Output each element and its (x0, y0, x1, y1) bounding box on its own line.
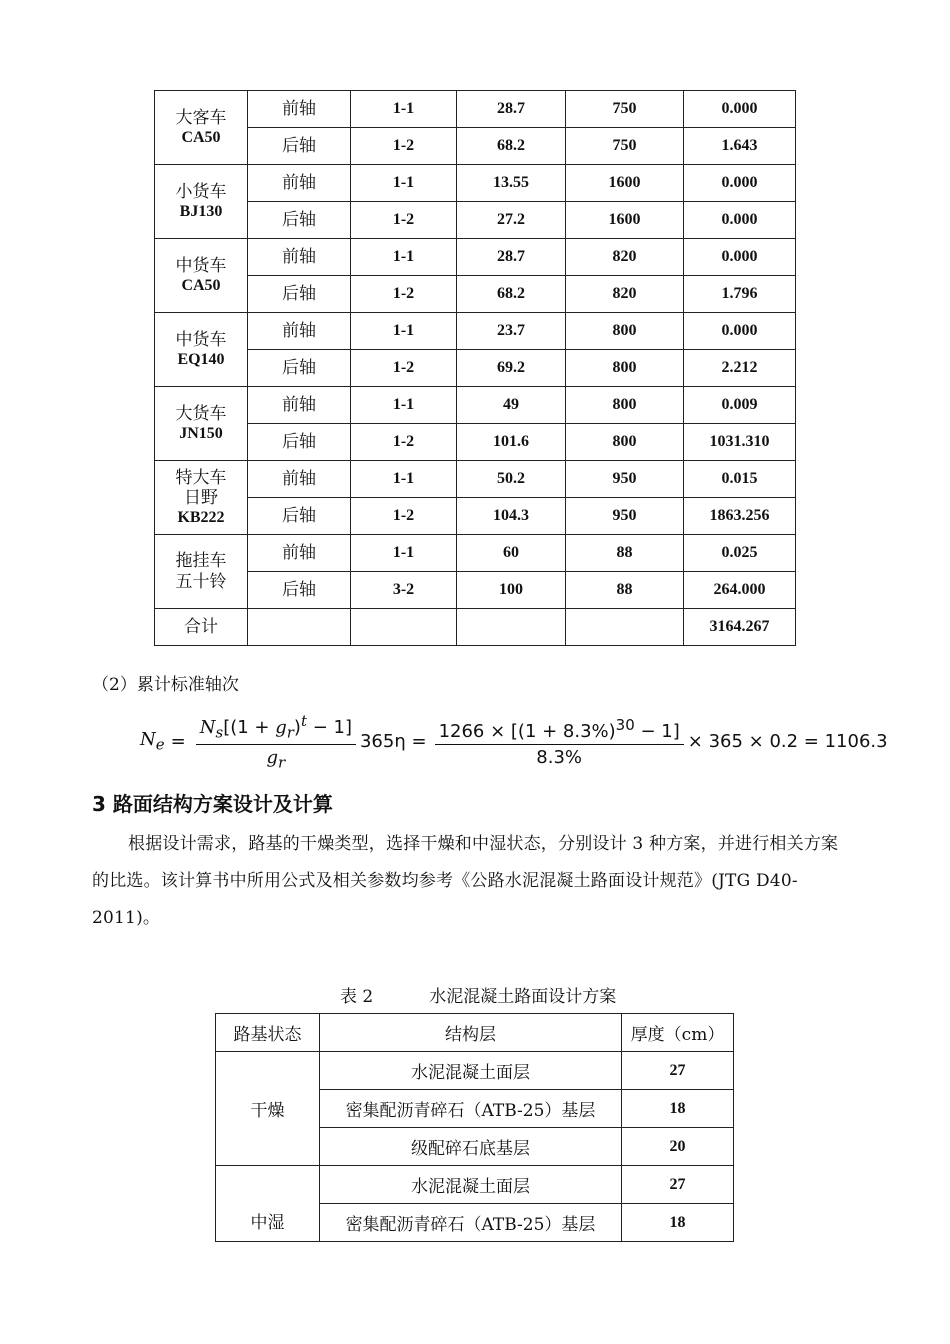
column-header: 路基状态 (216, 1014, 320, 1052)
vehicle-name-line: 特大车 (175, 467, 227, 488)
equivalent-axles-cell: 0.000 (684, 165, 796, 202)
traffic-count-cell: 88 (566, 535, 684, 572)
vehicle-name-line: BJ130 (179, 203, 223, 221)
thickness-cell: 20 (622, 1128, 734, 1166)
structure-layer-cell: 级配碎石底基层 (320, 1128, 622, 1166)
vehicle-type-cell (155, 165, 248, 239)
equivalent-axles-cell: 0.000 (684, 313, 796, 350)
table-row (155, 202, 796, 239)
axle-load-cell: 13.55 (457, 165, 566, 202)
axle-load-cell: 100 (457, 572, 566, 609)
table-row (216, 1052, 734, 1090)
formula-middle: 365η = (359, 731, 427, 753)
table-row (155, 276, 796, 313)
axle-code-cell: 1-1 (351, 239, 457, 276)
axle-cell: 前轴 (248, 387, 351, 424)
axle-load-cell: 68.2 (457, 276, 566, 313)
axle-load-cell: 69.2 (457, 350, 566, 387)
structure-layer-cell: 密集配沥青碎石（ATB-25）基层 (320, 1090, 622, 1128)
vehicle-name-line: 五十铃 (175, 571, 227, 592)
thickness-cell: 27 (622, 1166, 734, 1204)
equivalent-axles-cell: 1.643 (684, 128, 796, 165)
traffic-count-cell: 800 (566, 350, 684, 387)
traffic-count-cell: 820 (566, 239, 684, 276)
empty-cell (457, 609, 566, 646)
section-title: 3 路面结构方案设计及计算 (92, 792, 333, 816)
table-row (155, 165, 796, 202)
empty-cell (566, 609, 684, 646)
formula-result: × 365 × 0.2 = 1106.3 (687, 731, 888, 753)
vehicle-name-line: EQ140 (177, 351, 225, 369)
formula-lhs: $N_e$ (140, 729, 165, 754)
table2-caption-title: 水泥混凝土路面设计方案 (429, 987, 617, 1007)
axle-code-cell: 1-1 (351, 165, 457, 202)
vehicle-name-line: 日野 (184, 487, 218, 508)
axle-load-cell: 60 (457, 535, 566, 572)
axle-cell: 前轴 (248, 461, 351, 498)
axle-cell: 前轴 (248, 91, 351, 128)
cumulative-axle-formula (140, 712, 888, 771)
structure-layer-cell: 水泥混凝土面层 (320, 1166, 622, 1204)
table-row (155, 498, 796, 535)
vehicle-name-line: 大货车 (175, 403, 227, 424)
equivalent-axles-cell: 1.796 (684, 276, 796, 313)
equivalent-axles-cell: 1863.256 (684, 498, 796, 535)
table-row (155, 239, 796, 276)
axle-code-cell: 1-1 (351, 387, 457, 424)
formula-equals: = (170, 731, 186, 753)
traffic-count-cell: 1600 (566, 202, 684, 239)
axle-code-cell: 1-2 (351, 276, 457, 313)
structure-layer-cell: 水泥混凝土面层 (320, 1052, 622, 1090)
vehicle-type-cell (155, 91, 248, 165)
traffic-count-cell: 800 (566, 424, 684, 461)
vehicle-type-cell (155, 461, 248, 535)
axle-load-cell: 50.2 (457, 461, 566, 498)
axle-cell: 后轴 (248, 202, 351, 239)
formula-fraction-general: $\frac{N_s[(1 + g_r)^t - 1]}{g_r}$ (196, 712, 356, 771)
traffic-count-cell: 88 (566, 572, 684, 609)
axle-cell: 前轴 (248, 165, 351, 202)
thickness-cell: 27 (622, 1052, 734, 1090)
structure-layer-cell: 密集配沥青碎石（ATB-25）基层 (320, 1204, 622, 1242)
axle-cell: 前轴 (248, 239, 351, 276)
vehicle-name-line: 中货车 (175, 255, 227, 276)
axle-cell: 前轴 (248, 313, 351, 350)
table-row (155, 424, 796, 461)
traffic-count-cell: 950 (566, 461, 684, 498)
axle-cell: 后轴 (248, 128, 351, 165)
equivalent-axles-cell: 0.015 (684, 461, 796, 498)
traffic-count-cell: 820 (566, 276, 684, 313)
axle-load-table (154, 90, 796, 646)
axle-load-cell: 101.6 (457, 424, 566, 461)
vehicle-name-line: 小货车 (175, 181, 227, 202)
table-row (155, 91, 796, 128)
thickness-cell: 18 (622, 1204, 734, 1242)
equivalent-axles-cell: 0.000 (684, 202, 796, 239)
axle-code-cell: 1-2 (351, 424, 457, 461)
table2-caption-number: 表 2 (340, 987, 374, 1007)
vehicle-name-line: 中货车 (175, 329, 227, 350)
equivalent-axles-cell: 0.000 (684, 239, 796, 276)
table-row (155, 313, 796, 350)
equivalent-axles-cell: 2.212 (684, 350, 796, 387)
axle-load-cell: 49 (457, 387, 566, 424)
empty-cell (248, 609, 351, 646)
empty-cell (351, 609, 457, 646)
vehicle-type-cell (155, 313, 248, 387)
axle-cell: 前轴 (248, 535, 351, 572)
axle-load-cell: 28.7 (457, 239, 566, 276)
column-header: 厚度（cm） (622, 1014, 734, 1052)
total-value-cell: 3164.267 (684, 609, 796, 646)
vehicle-name-line: JN150 (179, 425, 223, 443)
axle-cell: 后轴 (248, 276, 351, 313)
vehicle-name-line: 拖挂车 (175, 551, 227, 572)
axle-load-cell: 27.2 (457, 202, 566, 239)
table-header-row (216, 1014, 734, 1052)
axle-code-cell: 1-1 (351, 313, 457, 350)
axle-code-cell: 1-1 (351, 91, 457, 128)
axle-code-cell: 1-2 (351, 128, 457, 165)
vehicle-name-line: CA50 (181, 277, 221, 295)
axle-load-cell: 28.7 (457, 91, 566, 128)
formula-fraction-values: $\frac{1266 \times [(1 + 8.3\%)^{30} - 1]}{8.3\%}$ (435, 716, 684, 768)
subgrade-state-cell: 干燥 (216, 1052, 320, 1166)
axle-code-cell: 3-2 (351, 572, 457, 609)
equivalent-axles-cell: 0.009 (684, 387, 796, 424)
equivalent-axles-cell: 1031.310 (684, 424, 796, 461)
axle-cell: 后轴 (248, 498, 351, 535)
subgrade-state-cell: 中湿 (216, 1166, 320, 1242)
thickness-cell: 18 (622, 1090, 734, 1128)
axle-code-cell: 1-1 (351, 535, 457, 572)
vehicle-name-line: KB222 (177, 509, 225, 527)
equivalent-axles-cell: 264.000 (684, 572, 796, 609)
vehicle-name-line: CA50 (181, 129, 221, 147)
total-row (155, 609, 796, 646)
table-row (155, 350, 796, 387)
axle-cell: 后轴 (248, 424, 351, 461)
vehicle-type-cell (155, 239, 248, 313)
table-row (155, 461, 796, 498)
body-paragraph: 根据设计需求，路基的干燥类型，选择干燥和中湿状态，分别设计 3 种方案，并进行相关方案的比选。该计算书中所用公式及相关参数均参考《公路水泥混凝土路面设计规范》(JTG D40-2011)。 (92, 834, 839, 928)
axle-load-cell: 68.2 (457, 128, 566, 165)
axle-code-cell: 1-2 (351, 350, 457, 387)
table-row (155, 535, 796, 572)
axle-cell: 后轴 (248, 350, 351, 387)
axle-code-cell: 1-1 (351, 461, 457, 498)
axle-code-cell: 1-2 (351, 498, 457, 535)
traffic-count-cell: 800 (566, 313, 684, 350)
axle-load-cell: 104.3 (457, 498, 566, 535)
table2-caption (340, 982, 616, 1007)
traffic-count-cell: 800 (566, 387, 684, 424)
total-label-cell: 合计 (155, 609, 248, 646)
pavement-design-table (215, 1013, 734, 1242)
table-row (155, 128, 796, 165)
column-header: 结构层 (320, 1014, 622, 1052)
equivalent-axles-cell: 0.000 (684, 91, 796, 128)
traffic-count-cell: 750 (566, 91, 684, 128)
vehicle-name-line: 大客车 (175, 107, 227, 128)
vehicle-type-cell (155, 387, 248, 461)
cumulative-axle-subheading: （2）累计标准轴次 (92, 675, 239, 695)
table-row (216, 1166, 734, 1204)
equivalent-axles-cell: 0.025 (684, 535, 796, 572)
axle-load-cell: 23.7 (457, 313, 566, 350)
traffic-count-cell: 1600 (566, 165, 684, 202)
traffic-count-cell: 750 (566, 128, 684, 165)
vehicle-type-cell (155, 535, 248, 609)
axle-code-cell: 1-2 (351, 202, 457, 239)
table-row (155, 572, 796, 609)
axle-cell: 后轴 (248, 572, 351, 609)
traffic-count-cell: 950 (566, 498, 684, 535)
table-row (155, 387, 796, 424)
